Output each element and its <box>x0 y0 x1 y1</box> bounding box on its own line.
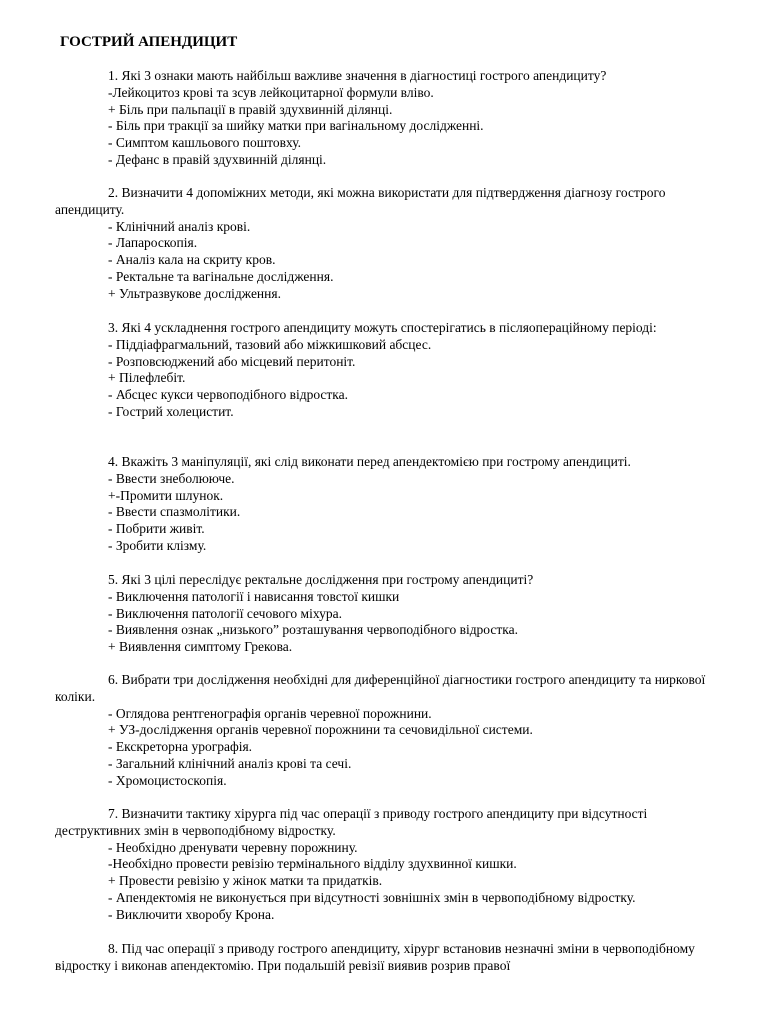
answer-list <box>55 337 735 421</box>
answer-list <box>55 471 735 555</box>
answer-option: - Симптом кашльового поштовху. <box>108 135 301 151</box>
question-text: 5. Які 3 цілі переслідує ректальне дослідження при гострому апендициті? <box>108 572 534 587</box>
answer-option: - Клінічний аналіз крові. <box>108 218 251 234</box>
answer-option: - Гострий холецистит. <box>108 403 234 419</box>
answer-option: - Розповсюджений або місцевий перитоніт. <box>108 353 356 369</box>
question-2 <box>55 185 735 303</box>
question-text: 7. Визначити тактику хірурга під час операції з приводу гострого апендициту при відсутності деструктивних змін в червоподібному відростку. <box>55 806 648 838</box>
question-text: 2. Визначити 4 допоміжних методи, які можна використати для підтвердження діагнозу гострого апендициту. <box>55 185 666 217</box>
answer-option: - Хромоцистоскопія. <box>108 772 227 788</box>
answer-option: - Загальний клінічний аналіз крові та сечі. <box>108 755 352 771</box>
answer-option: + Провести ревізію у жінок матки та придатків. <box>108 873 383 889</box>
answer-option: + Ультразвукове дослідження. <box>108 285 281 301</box>
answer-option: - Апендектомія не виконується при відсутності зовнішніх змін в червоподібному відростку. <box>108 889 636 905</box>
answer-option: - Екскреторна урографія. <box>108 739 253 755</box>
question-6 <box>55 672 735 790</box>
question-text: 6. Вибрати три дослідження необхідні для диференційної діагностики гострого апендициту та ниркової коліки. <box>55 672 706 704</box>
answer-option: - Виключення патології сечового міхура. <box>108 605 342 621</box>
answer-option: + УЗ-дослідження органів черевної порожнини та сечовидільної системи. <box>108 722 533 738</box>
answer-option: - Ввести спазмолітики. <box>108 504 241 520</box>
answer-option: - Лапароскопія. <box>108 235 198 251</box>
answer-option: - Ректальне та вагінальне дослідження. <box>108 268 334 284</box>
question-7 <box>55 806 735 924</box>
answer-option: - Виявлення ознак „низького” розташування червоподібного відростка. <box>108 622 519 638</box>
question-3 <box>55 320 735 421</box>
answer-list <box>55 85 735 169</box>
answer-option: + Біль при пальпації в правій здухвинній ділянці. <box>108 101 393 117</box>
answer-list <box>55 219 735 303</box>
answer-option: - Зробити клізму. <box>108 537 207 553</box>
answer-option: +-Промити шлунок. <box>108 487 224 503</box>
question-1 <box>55 68 735 169</box>
answer-list <box>55 706 735 790</box>
answer-option: -Лейкоцитоз крові та зсув лейкоцитарної формули вліво. <box>108 84 434 100</box>
answer-option: + Пілефлебіт. <box>108 370 186 386</box>
answer-option: -Необхідно провести ревізію термінального відділу здухвинної кишки. <box>108 856 517 872</box>
question-text: 8. Під час операції з приводу гострого апендициту, хірург встановив незначні зміни в червоподібному відростку і виконав апендектомію. При подальшій ревізії виявив розрив правої <box>55 941 695 973</box>
question-5 <box>55 572 735 656</box>
answer-option: + Виявлення симптому Грекова. <box>108 639 293 655</box>
answer-option: - Ввести знеболююче. <box>108 470 235 486</box>
question-text: 1. Які 3 ознаки мають найбільш важливе значення в діагностиці гострого апендициту? <box>108 68 607 83</box>
question-4 <box>55 454 735 555</box>
answer-list <box>55 840 735 924</box>
question-text: 3. Які 4 ускладнення гострого апендициту можуть спостерігатись в післяопераційному періоді: <box>108 320 657 335</box>
page-title: ГОСТРИЙ АПЕНДИЦИТ <box>60 34 238 50</box>
answer-list <box>55 589 735 656</box>
answer-option: - Піддіафрагмальний, тазовий або міжкишковий абсцес. <box>108 336 432 352</box>
answer-option: - Дефанс в правій здухвинній ділянці. <box>108 151 327 167</box>
answer-option: - Оглядова рентгенографія органів черевної порожнини. <box>108 705 432 721</box>
question-text: 4. Вкажіть 3 маніпуляції, які слід виконати перед апендектомією при гострому апендициті. <box>108 454 631 469</box>
answer-option: - Аналіз кала на скриту кров. <box>108 252 276 268</box>
answer-option: - Абсцес кукси червоподібного відростка. <box>108 387 349 403</box>
answer-option: - Виключити хворобу Крона. <box>108 906 275 922</box>
answer-option: - Побрити живіт. <box>108 521 205 537</box>
answer-option: - Необхідно дренувати черевну порожнину. <box>108 839 358 855</box>
answer-option: - Біль при тракції за шийку матки при вагінальному дослідженні. <box>108 118 484 134</box>
answer-option: - Виключення патології і нависання товстої кишки <box>108 588 400 604</box>
question-8 <box>55 941 735 975</box>
